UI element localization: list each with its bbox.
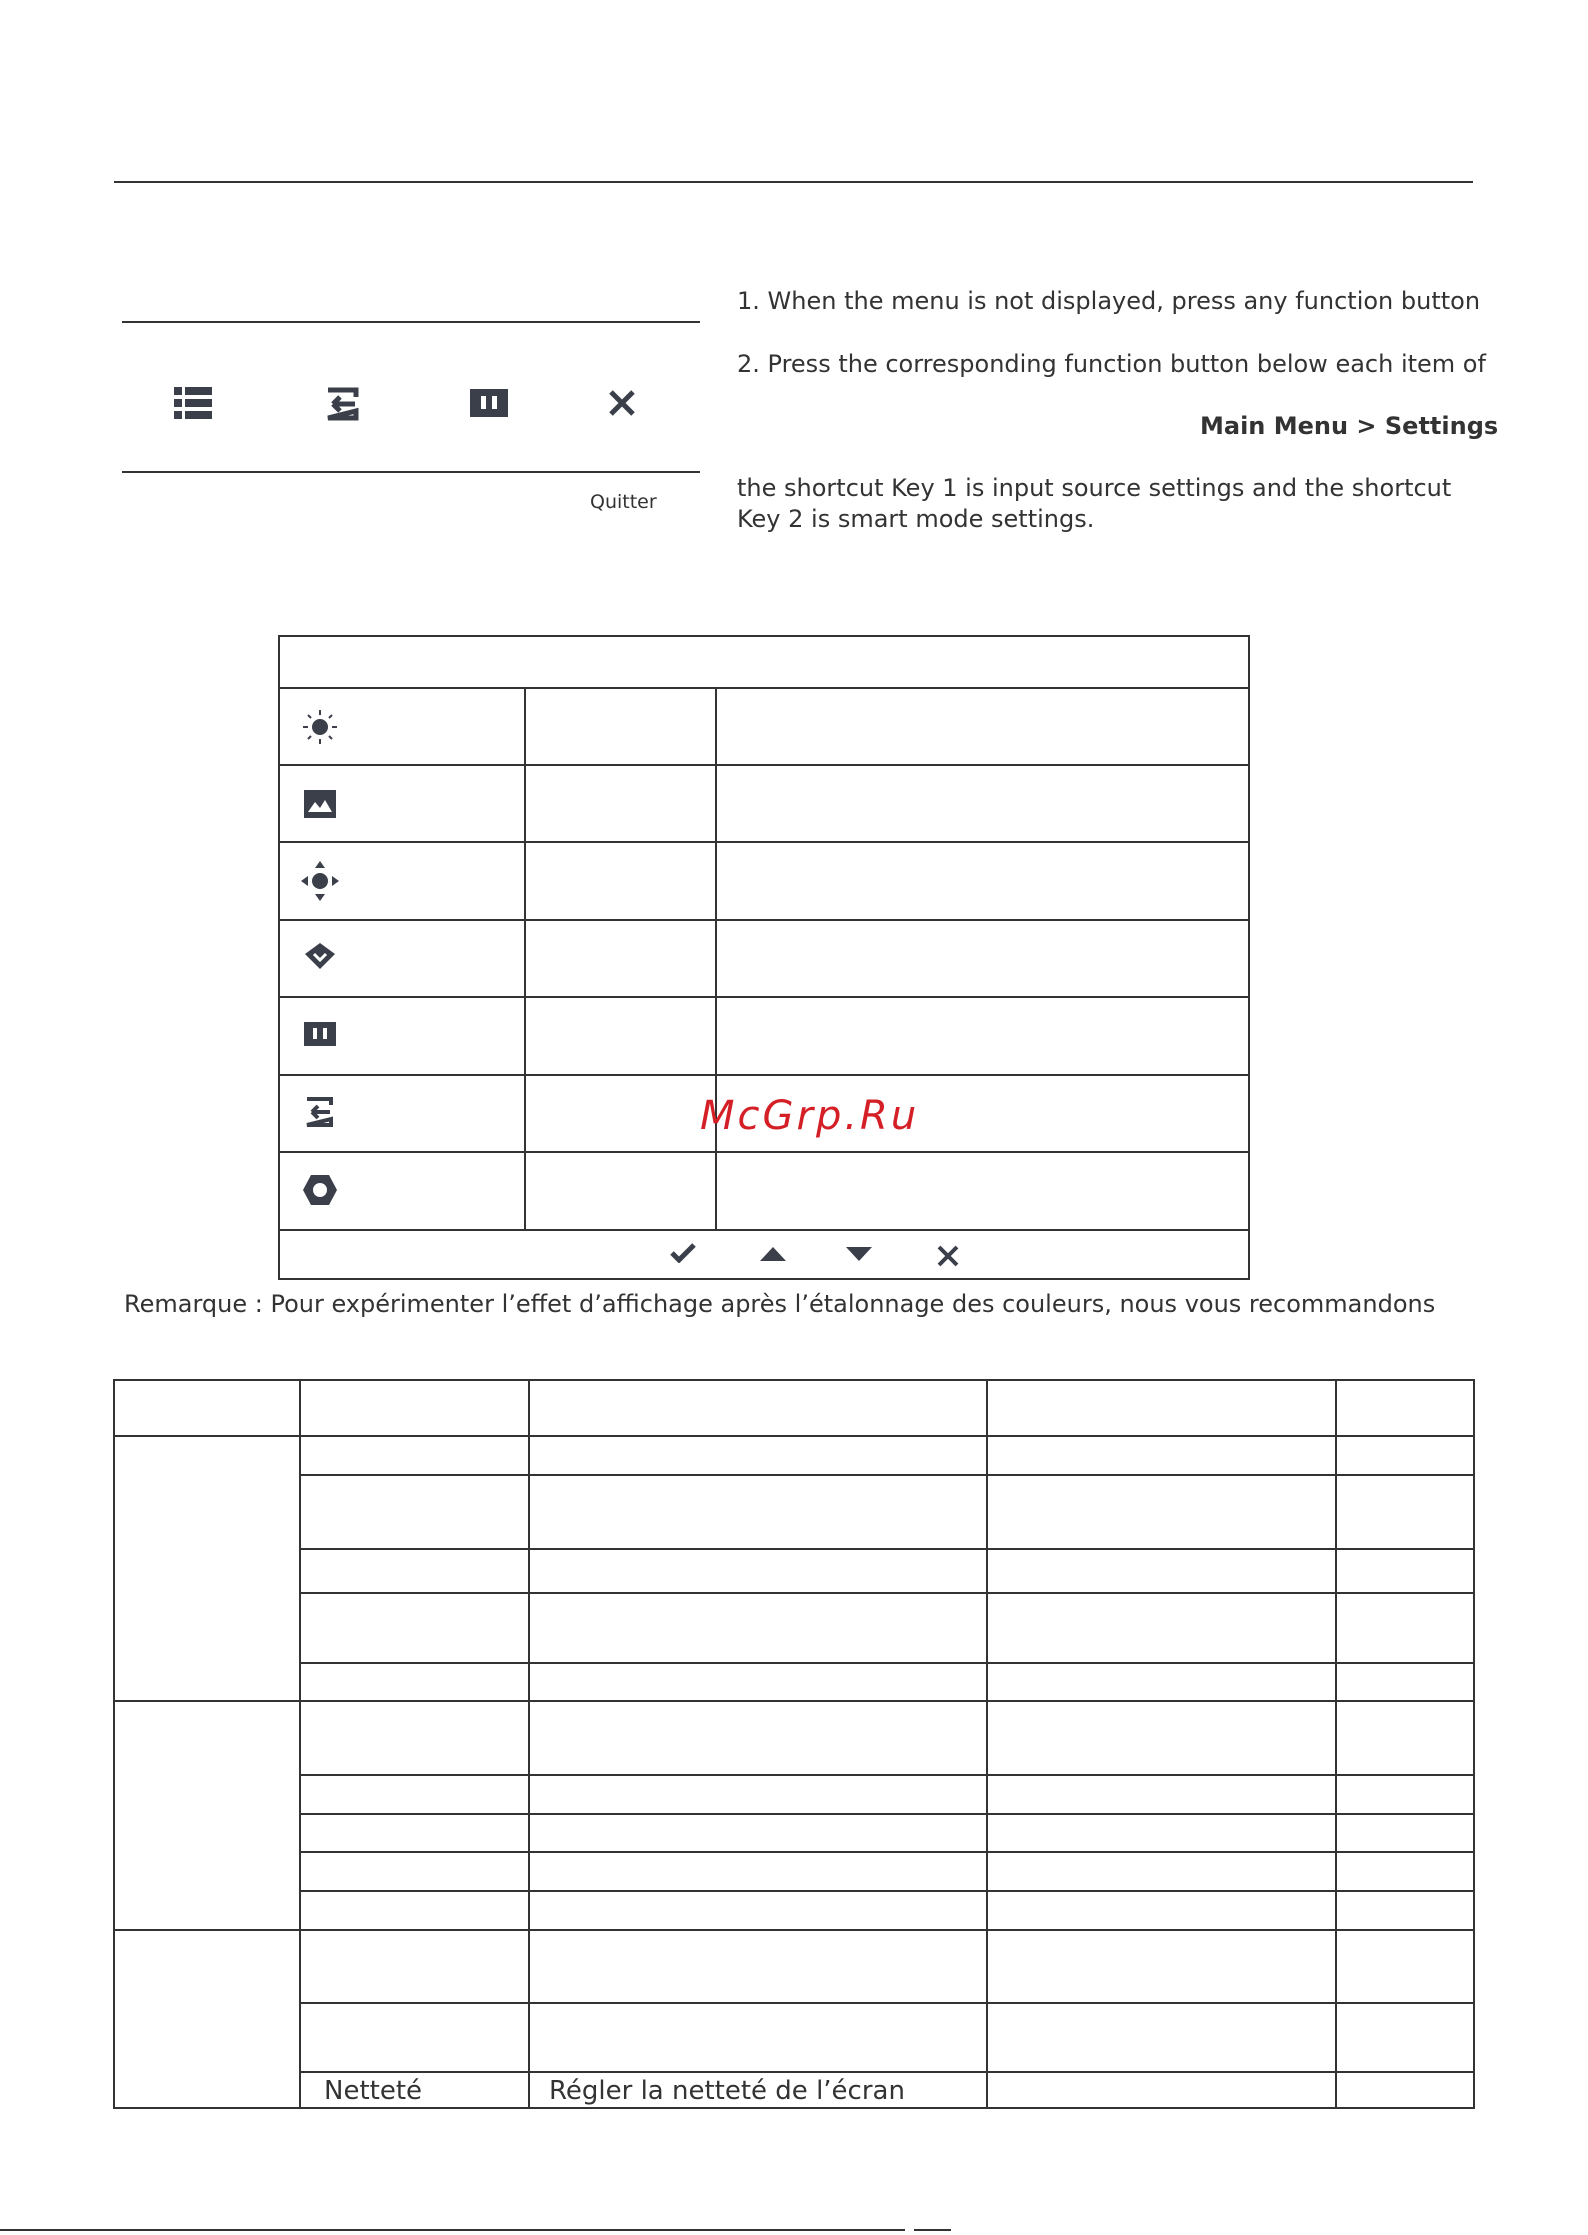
table-row-divider	[299, 1851, 1475, 1853]
sharpness-description: Régler la netteté de l’écran	[549, 2076, 905, 2106]
close-icon[interactable]	[937, 1245, 959, 1267]
table-row-divider	[299, 1662, 1475, 1664]
down-icon[interactable]	[846, 1247, 872, 1261]
table-row-divider	[299, 1813, 1475, 1815]
osd-row-divider	[280, 1074, 1250, 1076]
table-group-divider	[115, 1700, 1475, 1702]
color-icon[interactable]	[300, 860, 340, 902]
quick-menu-bottom-border	[122, 471, 700, 473]
list-icon[interactable]	[174, 387, 212, 419]
calibration-note: Remarque : Pour expérimenter l’effet d’affichage après l’étalonnage des couleurs, nous vous recommandons	[124, 1290, 1436, 1318]
table-col-divider	[528, 1381, 530, 2109]
menu-path: Main Menu > Settings	[1200, 412, 1499, 440]
settings-icon[interactable]	[302, 1173, 338, 1207]
table-row-divider	[299, 2002, 1475, 2004]
osd-col-divider	[524, 687, 526, 1230]
quick-menu	[122, 321, 700, 513]
table-row-divider	[299, 1774, 1475, 1776]
table-row-divider	[299, 1890, 1475, 1892]
eye-care-icon[interactable]	[304, 942, 336, 970]
table-col-divider	[299, 1381, 301, 2109]
table-col-divider	[1335, 1381, 1337, 2109]
smart-mode-icon[interactable]	[470, 389, 508, 417]
osd-footer-divider	[280, 1229, 1250, 1231]
osd-row-divider	[280, 1151, 1250, 1153]
table-row-divider	[299, 1548, 1475, 1550]
settings-table	[113, 1379, 1475, 2109]
osd-col-divider	[715, 687, 717, 1230]
input-source-icon[interactable]	[325, 387, 359, 421]
top-divider	[114, 181, 1473, 183]
shortcut-line-1: the shortcut Key 1 is input source settings and the shortcut	[737, 474, 1452, 502]
confirm-icon[interactable]	[670, 1243, 696, 1263]
instruction-step-1: 1. When the menu is not displayed, press any function button	[737, 287, 1481, 315]
table-group-divider	[115, 1929, 1475, 1931]
instruction-step-2: 2. Press the corresponding function button below each item of	[737, 350, 1486, 378]
bottom-rule	[0, 2229, 905, 2231]
bottom-rule-short	[914, 2229, 951, 2231]
osd-row-divider	[280, 764, 1250, 766]
osd-header-divider	[280, 687, 1250, 689]
osd-row-divider	[280, 919, 1250, 921]
smart-mode-icon[interactable]	[304, 1022, 336, 1046]
table-row-divider	[299, 1592, 1475, 1594]
image-icon[interactable]	[304, 790, 336, 818]
osd-row-divider	[280, 841, 1250, 843]
input-source-icon[interactable]	[304, 1096, 334, 1128]
sharpness-name: Netteté	[324, 2076, 423, 2106]
table-header-divider	[115, 1435, 1475, 1437]
osd-menu	[278, 635, 1250, 1280]
up-icon[interactable]	[760, 1247, 786, 1261]
osd-row-divider	[280, 996, 1250, 998]
shortcut-line-2: Key 2 is smart mode settings.	[737, 505, 1095, 533]
table-row-divider	[299, 2071, 1475, 2073]
watermark: McGrp.Ru	[700, 1093, 920, 1139]
quick-menu-top-border	[122, 321, 700, 323]
table-row-divider	[299, 1474, 1475, 1476]
close-icon[interactable]	[608, 389, 636, 417]
exit-label: Quitter	[590, 491, 657, 513]
brightness-icon[interactable]	[302, 709, 338, 745]
table-col-divider	[986, 1381, 988, 2109]
